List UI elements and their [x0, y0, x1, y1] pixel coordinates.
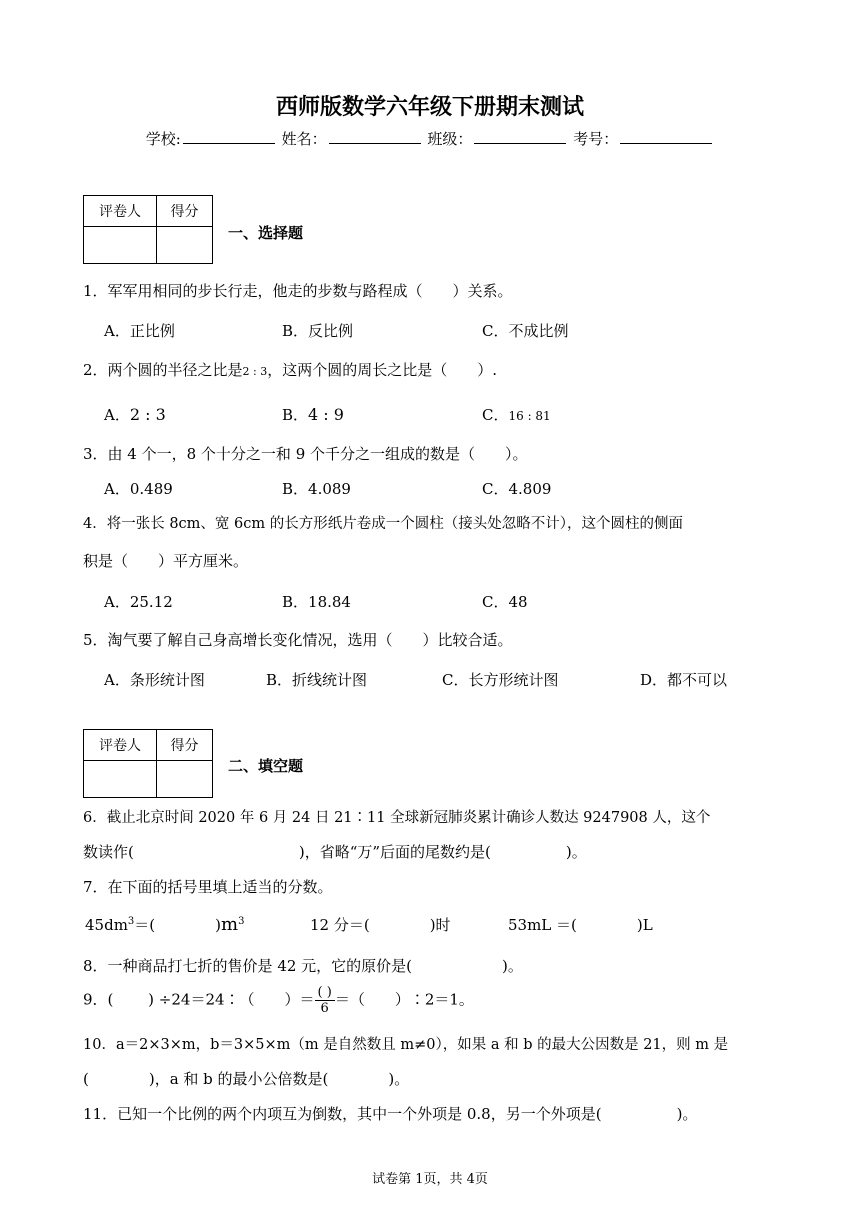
q2-option-a-label: A． — [104, 406, 130, 424]
q2-option-c-label: C． — [482, 406, 509, 424]
q4-option-c: C．48 — [482, 593, 528, 611]
question-7: 7．在下面的括号里填上适当的分数。 — [83, 878, 333, 896]
exam-no-label: 考号： — [573, 130, 619, 148]
q2-option-c — [482, 404, 551, 425]
q7-item-1-exponent: 3 — [127, 916, 135, 927]
q2-option-b-value: 4 : 9 — [308, 405, 344, 424]
q5-option-a: A．条形统计图 — [104, 671, 205, 689]
q2-option-b-label: B． — [282, 406, 309, 424]
q9-fraction — [315, 985, 335, 1016]
question-9 — [83, 985, 474, 1016]
class-blank[interactable] — [474, 129, 566, 144]
question-10-line-2: ( )，a 和 b 的最小公倍数是( )。 — [83, 1070, 410, 1088]
q3-option-c: C．4.809 — [482, 480, 552, 498]
question-4-line-2: 积是（ ）平方厘米。 — [83, 552, 249, 570]
q1-option-c: C．不成比例 — [482, 322, 569, 340]
score-table-2 — [83, 729, 213, 798]
section-title-fill: 二、填空题 — [228, 757, 304, 775]
reviewer-header: 评卷人 — [84, 730, 157, 761]
q2-text-b: ，这两个圆的周长之比是（ ）. — [267, 361, 498, 379]
question-11: 11．已知一个比例的两个内项互为倒数，其中一个外项是 0.8，另一个外项是( )。 — [83, 1105, 698, 1123]
score-cell[interactable] — [157, 761, 213, 798]
school-label: 学校: — [145, 130, 181, 148]
score-table-1 — [83, 195, 213, 264]
q2-text-a: 2．两个圆的半径之比是 — [83, 361, 243, 379]
q7-item-2: 12 分＝( )时 — [310, 916, 451, 934]
q9-fraction-numerator: ( ) — [315, 985, 335, 1001]
page-footer: 试卷第 1页，共 4页 — [372, 1172, 488, 1187]
question-10-line-1: 10．a＝2×3×m，b＝3×5×m（m 是自然数且 m≠0），如果 a 和 b 的最大公因数是 21，则 m 是 — [83, 1037, 729, 1053]
q7-item-1 — [85, 914, 244, 935]
student-info-line — [0, 128, 860, 149]
question-2 — [83, 359, 497, 380]
question-6-line-2: 数读作( )，省略“万”后面的尾数约是( )。 — [83, 843, 587, 861]
q7-item-1-value: 45dm — [85, 916, 128, 934]
question-3: 3．由 4 个一，8 个十分之一和 9 个千分之一组成的数是（ ）。 — [83, 445, 528, 463]
page-title: 西师版数学六年级下册期末测试 — [275, 95, 584, 120]
question-8: 8．一种商品打七折的售价是 42 元，它的原价是( )。 — [83, 957, 523, 975]
name-label: 姓名： — [281, 130, 327, 148]
q3-option-a: A．0.489 — [104, 480, 173, 498]
q4-option-a: A．25.12 — [104, 593, 173, 611]
school-blank[interactable] — [183, 129, 275, 144]
q5-option-c: C．长方形统计图 — [442, 671, 559, 689]
q2-option-a-value: 2 : 3 — [129, 405, 166, 424]
score-header: 得分 — [157, 196, 213, 227]
exam-no-blank[interactable] — [620, 129, 712, 144]
q9-fraction-denominator: 6 — [320, 1001, 329, 1016]
class-label: 班级： — [427, 130, 473, 148]
q2-option-b — [282, 404, 344, 425]
q2-ratio: 2 : 3 — [242, 365, 268, 378]
reviewer-cell[interactable] — [84, 227, 157, 264]
q1-option-b: B．反比例 — [282, 322, 354, 340]
name-blank[interactable] — [329, 129, 421, 144]
q9-text-b: ＝（ ）∶2＝1。 — [334, 990, 474, 1009]
q7-item-1-blank: ＝( ) — [134, 916, 222, 934]
question-1: 1．军军用相同的步长行走，他走的步数与路程成（ ）关系。 — [83, 282, 513, 300]
q2-option-a — [104, 404, 166, 425]
score-header: 得分 — [157, 730, 213, 761]
q7-item-3: 53mL ＝( )L — [508, 916, 653, 934]
question-4-line-1: 4．将一张长 8cm、宽 6cm 的长方形纸片卷成一个圆柱（接头处忽略不计），这个圆柱的侧面 — [83, 516, 683, 532]
reviewer-cell[interactable] — [84, 761, 157, 798]
section-title-choice: 一、选择题 — [228, 224, 304, 242]
q3-option-b: B．4.089 — [282, 480, 351, 498]
score-cell[interactable] — [157, 227, 213, 264]
question-6-line-1: 6．截止北京时间 2020 年 6 月 24 日 21∶11 全球新冠肺炎累计确诊人数达 9247908 人，这个 — [83, 810, 711, 826]
q7-item-1-unit-exponent: 3 — [238, 916, 245, 927]
q4-option-b: B．18.84 — [282, 593, 351, 611]
q1-option-a: A．正比例 — [104, 322, 175, 340]
q9-text-a: 9．( ) ÷24＝24∶（ ）＝ — [83, 990, 315, 1009]
q2-option-c-value: 16 : 81 — [508, 409, 551, 423]
question-5: 5．淘气要了解自己身高增长变化情况，选用（ ）比较合适。 — [83, 631, 513, 649]
q5-option-b: B．折线统计图 — [266, 671, 368, 689]
q5-option-d: D．都不可以 — [640, 671, 728, 689]
q7-item-1-unit: m — [221, 914, 239, 935]
reviewer-header: 评卷人 — [84, 196, 157, 227]
